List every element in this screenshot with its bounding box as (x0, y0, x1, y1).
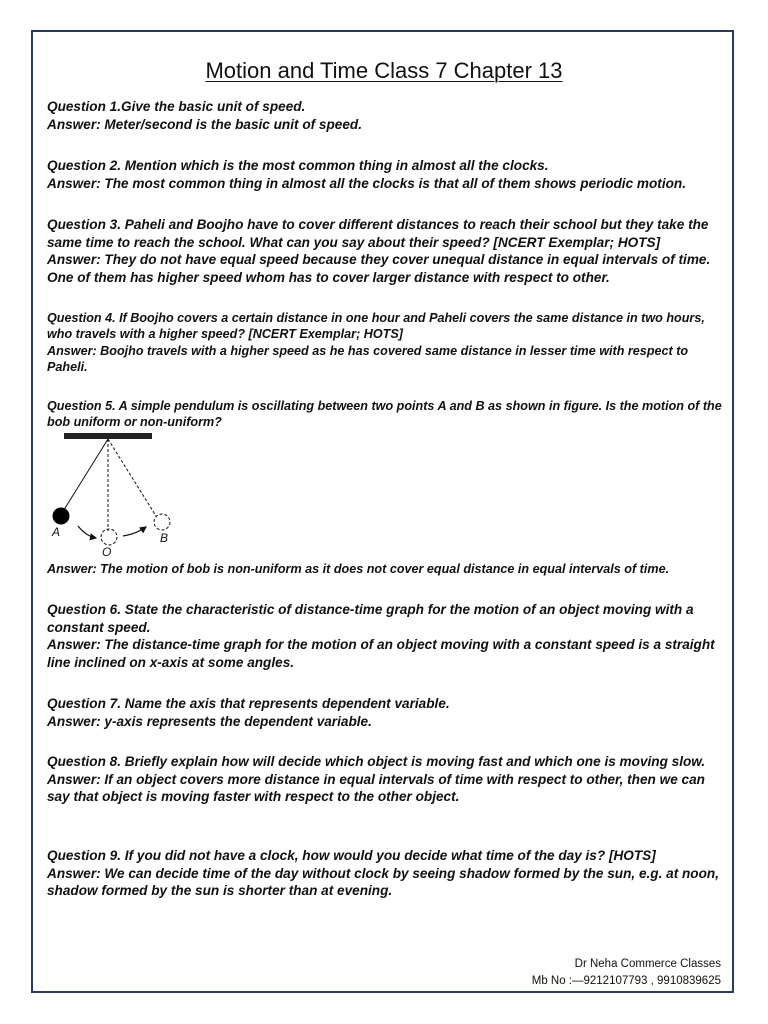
label-o: O (102, 545, 112, 559)
question-6: Question 6. State the characteristic of distance-time graph for the motion of an object moving with a constant speed. (47, 602, 694, 635)
question-8: Question 8. Briefly explain how will decide which object is moving fast and which one is moving slow. (47, 754, 706, 769)
question-3: Question 3. Paheli and Boojho have to cover different distances to reach their school but they take the same time to reach the school. What can you say about their speed? [NCERT Exemplar; HOTS] (47, 217, 709, 250)
qa-block-7 (47, 695, 727, 730)
answer-3: Answer: They do not have equal speed because they cover unequal distance in equal intervals of time. One of them has higher speed whom has to cover larger distance with respect to other. (47, 252, 711, 285)
qa-block-8 (47, 753, 727, 806)
bob-at-o (101, 529, 117, 545)
string-position-b (108, 439, 156, 516)
arrow-o-to-b (123, 527, 146, 536)
qa-block-6 (47, 601, 727, 671)
qa-block-5-answer (47, 561, 727, 577)
bob-at-a (53, 508, 70, 525)
answer-5: Answer: The motion of bob is non-uniform as it does not cover equal distance in equal intervals of time. (47, 562, 670, 576)
qa-block-2 (47, 157, 727, 192)
label-a: A (52, 525, 61, 539)
answer-1: Answer: Meter/second is the basic unit of speed. (47, 116, 362, 132)
qa-block-3 (47, 216, 727, 286)
question-4: Question 4. If Boojho covers a certain distance in one hour and Paheli covers the same distance in two hours, who travels with a higher speed? [NCERT Exemplar; HOTS] (47, 311, 705, 342)
footer (532, 956, 721, 990)
qa-block-5-question (47, 398, 727, 431)
footer-mobile: Mb No :—9212107793 , 9910839625 (531, 975, 721, 987)
arrow-a-to-o (78, 526, 96, 538)
answer-4: Answer: Boojho travels with a higher speed as he has covered same distance in lesser time with respect to Paheli. (47, 343, 689, 375)
answer-8: Answer: If an object covers more distance in equal intervals of time with respect to other, then we can say that object is moving faster with respect to the other object. (47, 771, 705, 804)
pendulum-support (64, 433, 152, 439)
question-9: Question 9. If you did not have a clock, how would you decide what time of the day is? [HOTS] (47, 848, 656, 863)
pendulum-figure (48, 428, 198, 560)
answer-7: Answer: y-axis represents the dependent variable. (47, 713, 372, 729)
question-7: Question 7. Name the axis that represents dependent variable. (47, 696, 450, 711)
qa-block-4 (47, 310, 727, 376)
bob-at-b (154, 514, 170, 530)
footer-name: Dr Neha Commerce Classes (574, 958, 721, 970)
answer-6: Answer: The distance-time graph for the motion of an object moving with a constant speed is a straight line inclined on x-axis at some angles. (47, 637, 715, 670)
question-5: Question 5. A simple pendulum is oscillating between two points A and B as shown in figure. Is the motion of the bob uniform or non-uniform? (47, 399, 722, 430)
qa-block-1 (47, 98, 727, 133)
string-position-a (62, 439, 108, 513)
answer-9: Answer: We can decide time of the day without clock by seeing shadow formed by the sun, e.g. at noon, shadow formed by the sun is shorter than at evening. (47, 865, 719, 898)
question-2: Question 2. Mention which is the most common thing in almost all the clocks. (47, 158, 549, 173)
answer-2: Answer: The most common thing in almost all the clocks is that all of them shows periodic motion. (47, 175, 686, 191)
label-b: B (160, 531, 169, 545)
qa-block-9 (47, 847, 727, 900)
question-1: Question 1.Give the basic unit of speed. (47, 99, 306, 114)
page-title: Motion and Time Class 7 Chapter 13 (205, 58, 563, 83)
